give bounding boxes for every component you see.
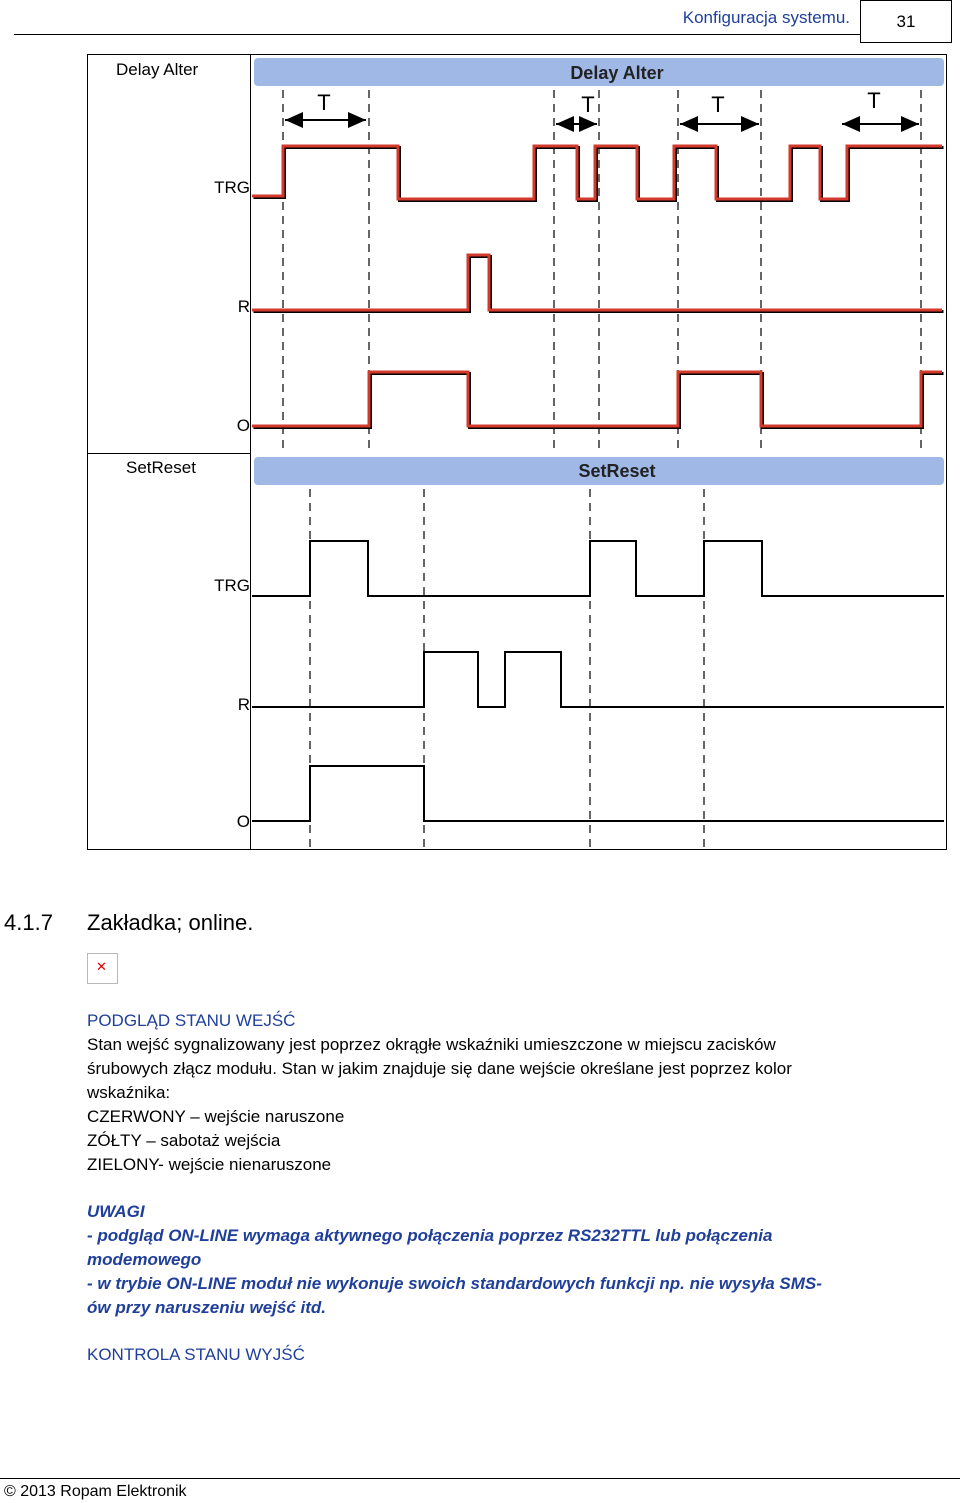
paragraph-line: Stan wejść sygnalizowany jest poprzez okrągłe wskaźniki umieszczone w miejscu zacisków xyxy=(87,1035,776,1054)
delay-alter-timing-diagram xyxy=(252,56,946,452)
signal-trace-trg xyxy=(252,541,944,596)
signal-trace-o xyxy=(252,766,944,821)
diagram-title: SetReset xyxy=(578,461,656,481)
table-column-divider xyxy=(250,54,251,850)
note-line: ów przy naruszeniu wejść itd. xyxy=(87,1298,326,1317)
time-marker-t: T xyxy=(711,92,725,117)
subheading-output-control: KONTROLA STANU WYJŚĆ xyxy=(87,1345,305,1364)
time-marker-t: T xyxy=(317,90,331,115)
signal-label-o: O xyxy=(236,812,250,831)
row-label-delay-alter: Delay Alter xyxy=(116,60,199,79)
color-legend-yellow: ZÓŁTY – sabotaż wejścia xyxy=(87,1131,281,1150)
signal-label-o: O xyxy=(236,416,250,435)
table-row-divider xyxy=(87,453,251,454)
signal-label-trg: TRG xyxy=(214,178,250,197)
signal-trace-o xyxy=(252,372,942,426)
footer-rule xyxy=(0,1478,960,1479)
row-label-setreset: SetReset xyxy=(126,458,196,477)
running-header-title: Konfiguracja systemu. xyxy=(682,8,850,27)
paragraph-line: śrubowych złącz modułu. Stan w jakim znajduje się dane wejście określane jest poprzez kolor xyxy=(87,1059,792,1078)
notes-heading: UWAGI xyxy=(87,1202,145,1221)
diagram-title: Delay Alter xyxy=(570,63,664,83)
signal-label-trg: TRG xyxy=(214,576,250,595)
section-number: 4.1.7 xyxy=(4,910,53,935)
paragraph-line: wskaźnika: xyxy=(87,1083,171,1102)
broken-image-icon: ✕ xyxy=(96,959,107,974)
time-marker-t: T xyxy=(867,88,881,113)
page-number: 31 xyxy=(860,0,952,43)
note-line: - w trybie ON-LINE moduł nie wykonuje swoich standardowych funkcji np. nie wysyła SMS- xyxy=(87,1274,822,1293)
signal-label-r: R xyxy=(237,297,250,316)
broken-image-placeholder xyxy=(87,953,118,984)
time-marker-t: T xyxy=(581,92,595,117)
color-legend-red: CZERWONY – wejście naruszone xyxy=(87,1107,345,1126)
setreset-timing-diagram xyxy=(252,455,946,849)
signal-trace-r xyxy=(252,652,944,707)
note-line: modemowego xyxy=(87,1250,202,1269)
header-rule xyxy=(14,34,860,35)
signal-trace-r xyxy=(252,255,942,310)
subheading-input-status: PODGLĄD STANU WEJŚĆ xyxy=(87,1011,296,1030)
note-line: - podgląd ON-LINE wymaga aktywnego połączenia poprzez RS232TTL lub połączenia xyxy=(87,1226,773,1245)
color-legend-green: ZIELONY- wejście nienaruszone xyxy=(87,1155,332,1174)
footer-copyright: © 2013 Ropam Elektronik xyxy=(4,1483,187,1500)
signal-label-r: R xyxy=(237,695,250,714)
section-title: Zakładka; online. xyxy=(87,910,254,935)
